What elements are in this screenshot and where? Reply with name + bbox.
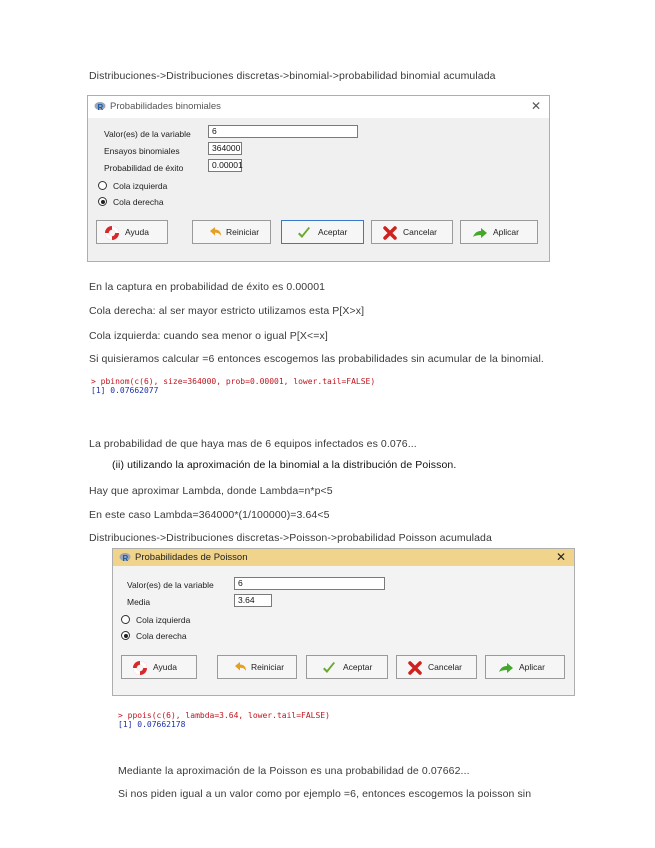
red-x-icon <box>382 225 398 241</box>
field-label-success-prob: Probabilidad de éxito <box>104 163 184 173</box>
radio-right-tail-label: Cola derecha <box>113 197 164 207</box>
close-icon[interactable]: ✕ <box>555 550 566 564</box>
ok-button[interactable] <box>306 655 388 679</box>
trials-input[interactable]: 364000 <box>208 142 242 155</box>
lifebuoy-icon <box>104 225 120 241</box>
dialog-title: Probabilidades de Poisson <box>135 552 248 563</box>
paragraph-poisson-result: Mediante la aproximación de la Poisson es una probabilidad de 0.07662... <box>118 765 470 777</box>
r-logo-icon <box>119 552 131 563</box>
lifebuoy-icon <box>132 660 148 676</box>
ok-button-label: Aceptar <box>318 227 348 237</box>
ok-button-label: Aceptar <box>343 662 373 672</box>
radio-right-tail[interactable] <box>121 631 130 640</box>
help-button[interactable] <box>121 655 197 679</box>
paragraph-left-tail: Cola izquierda: cuando sea menor o igual P[X<=x] <box>89 330 328 342</box>
menu-path-binomial: Distribuciones->Distribuciones discretas->binomial->probabilidad binomial acumulada <box>89 70 496 82</box>
dialog-titlebar <box>88 96 549 118</box>
field-label-values: Valor(es) de la variable <box>127 580 214 590</box>
radio-left-tail-label: Cola izquierda <box>113 181 168 191</box>
values-input[interactable]: 6 <box>234 577 385 590</box>
values-input[interactable]: 6 <box>208 125 358 138</box>
reset-button-label: Reiniciar <box>251 662 285 672</box>
console-command: > pbinom(c(6), size=364000, prob=0.00001, lower.tail=FALSE) <box>91 377 376 386</box>
radio-left-tail-label: Cola izquierda <box>136 615 191 625</box>
paragraph-poisson-equal: Si nos piden igual a un valor como por ejemplo =6, entonces escogemos la poisson sin <box>118 788 532 800</box>
mean-input[interactable]: 3.64 <box>234 594 272 607</box>
undo-arrow-icon <box>232 660 248 676</box>
apply-button[interactable] <box>460 220 538 244</box>
cancel-button[interactable] <box>396 655 477 679</box>
paragraph-binomial-result: La probabilidad de que haya mas de 6 equipos infectados es 0.076... <box>89 438 417 450</box>
binomial-dialog <box>87 95 550 262</box>
checkmark-icon <box>296 225 312 241</box>
success-prob-input[interactable]: 0.00001 <box>208 159 242 172</box>
paragraph-section-ii: (ii) utilizando la aproximación de la binomial a la distribución de Poisson. <box>112 459 457 471</box>
paragraph-non-cumulative: Si quisieramos calcular =6 entonces escogemos las probabilidades sin acumular de la binomial. <box>89 353 544 365</box>
radio-left-tail[interactable] <box>98 181 107 190</box>
console-command: > ppois(c(6), lambda=3.64, lower.tail=FALSE) <box>118 711 330 720</box>
r-console-poisson <box>118 711 330 729</box>
field-label-trials: Ensayos binomiales <box>104 146 180 156</box>
reset-button[interactable] <box>192 220 271 244</box>
field-label-mean: Media <box>127 597 151 607</box>
field-label-values: Valor(es) de la variable <box>104 129 191 139</box>
apply-button-label: Aplicar <box>493 227 519 237</box>
checkmark-icon <box>321 660 337 676</box>
poisson-dialog <box>112 548 575 696</box>
paragraph-right-tail: Cola derecha: al ser mayor estricto utilizamos esta P[X>x] <box>89 305 365 317</box>
help-button-label: Ayuda <box>153 662 177 672</box>
radio-right-tail-label: Cola derecha <box>136 631 187 641</box>
menu-path-poisson: Distribuciones->Distribuciones discretas->Poisson->probabilidad Poisson acumulada <box>89 532 492 544</box>
svg-text:R: R <box>97 103 104 112</box>
apply-button[interactable] <box>485 655 565 679</box>
green-arrow-icon <box>498 660 514 676</box>
red-x-icon <box>407 660 423 676</box>
reset-button[interactable] <box>217 655 297 679</box>
apply-button-label: Aplicar <box>519 662 545 672</box>
reset-button-label: Reiniciar <box>226 227 260 237</box>
dialog-title: Probabilidades binomiales <box>110 101 221 112</box>
paragraph-success-prob: En la captura en probabilidad de éxito es 0.00001 <box>89 281 326 293</box>
radio-right-tail[interactable] <box>98 197 107 206</box>
undo-arrow-icon <box>207 225 223 241</box>
paragraph-lambda-value: En este caso Lambda=364000*(1/100000)=3.64<5 <box>89 509 330 521</box>
ok-button[interactable] <box>281 220 364 244</box>
console-output: [1] 0.07662077 <box>91 386 159 395</box>
green-arrow-icon <box>472 225 488 241</box>
help-button-label: Ayuda <box>125 227 149 237</box>
cancel-button-label: Cancelar <box>428 662 463 672</box>
help-button[interactable] <box>96 220 168 244</box>
close-icon[interactable]: ✕ <box>530 99 541 113</box>
r-console-binomial <box>91 377 375 395</box>
cancel-button-label: Cancelar <box>403 227 438 237</box>
radio-left-tail[interactable] <box>121 615 130 624</box>
dialog-titlebar <box>113 549 574 566</box>
r-logo-icon <box>94 101 106 112</box>
console-output: [1] 0.07662178 <box>118 720 186 729</box>
paragraph-lambda-rule: Hay que aproximar Lambda, donde Lambda=n*p<5 <box>89 485 333 497</box>
svg-text:R: R <box>122 554 129 563</box>
cancel-button[interactable] <box>371 220 453 244</box>
